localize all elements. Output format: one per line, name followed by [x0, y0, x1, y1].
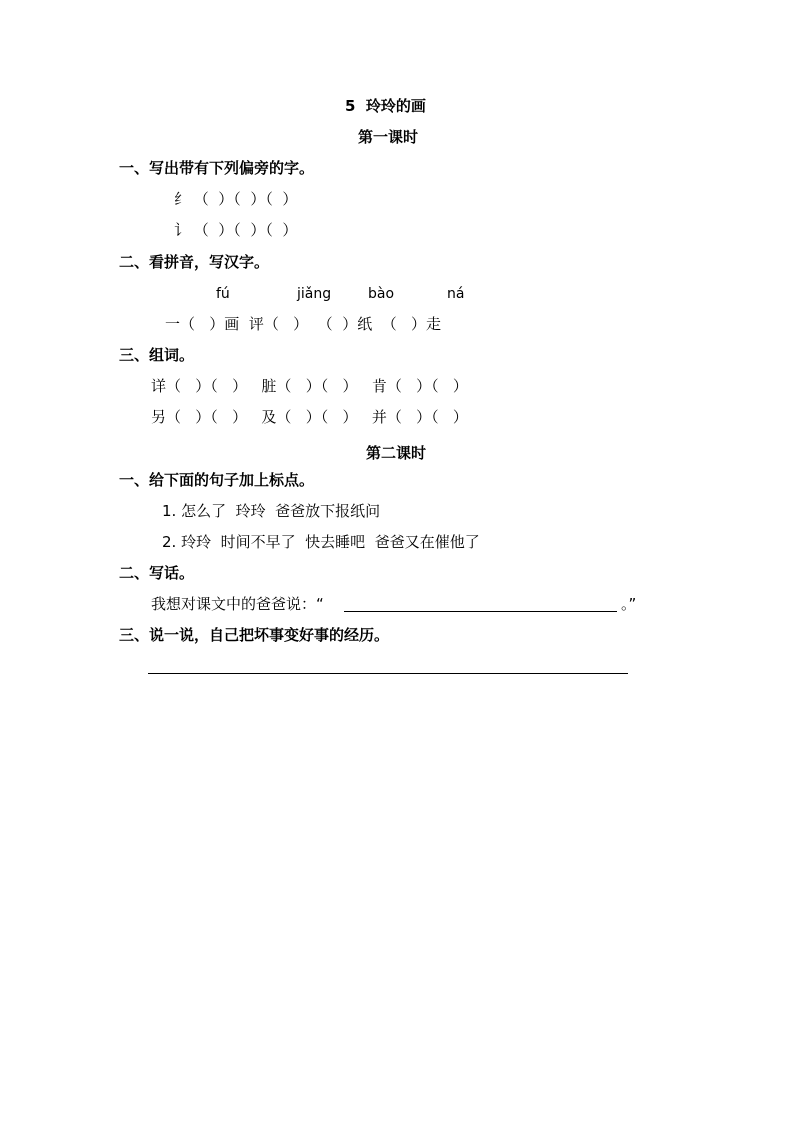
lesson1-q2-label: 二、看拼音，写汉字。 — [119, 253, 270, 271]
writing-prompt-end: 。” — [621, 595, 637, 613]
word-row-2: 另（ ）（ ） 及（ ）（ ） 并（ ）（ ） — [151, 408, 468, 426]
lesson1-q1-label: 一、写出带有下列偏旁的字。 — [119, 159, 315, 177]
lesson1-heading: 第一课时 — [358, 128, 419, 146]
lesson1-q3-label: 三、组词。 — [119, 346, 195, 364]
lesson2-q2-label: 二、写话。 — [119, 564, 195, 582]
writing-prompt-start: 我想对课文中的爸爸说：“ — [151, 595, 324, 613]
pinyin-fill-row: 一（ ）画 评（ ） （ ）纸 （ ）走 — [165, 315, 442, 333]
word-row-1: 详（ ）（ ） 脏（ ）（ ） 肯（ ）（ ） — [151, 377, 468, 395]
sentence-2: 2. 玲玲 时间不早了 快去睡吧 爸爸又在催他了 — [162, 533, 480, 551]
sentence-1: 1. 怎么了 玲玲 爸爸放下报纸问 — [162, 502, 381, 520]
radical-row-si: 纟 （ ）（ ）（ ） — [174, 190, 298, 208]
page-title: 5 玲玲的画 — [345, 97, 426, 115]
writing-blank-line — [344, 611, 617, 612]
pinyin-fu: fú — [216, 286, 230, 302]
pinyin-bao: bào — [368, 286, 395, 302]
pinyin-na: ná — [447, 286, 465, 302]
lesson2-q3-label: 三、说一说，自己把坏事变好事的经历。 — [119, 626, 390, 644]
lesson2-q1-label: 一、给下面的句子加上标点。 — [119, 471, 315, 489]
answer-blank-line — [148, 673, 628, 674]
pinyin-jiang: jiǎng — [297, 286, 332, 302]
radical-row-yan: 讠 （ ）（ ）（ ） — [174, 221, 298, 239]
lesson2-heading: 第二课时 — [366, 444, 427, 462]
